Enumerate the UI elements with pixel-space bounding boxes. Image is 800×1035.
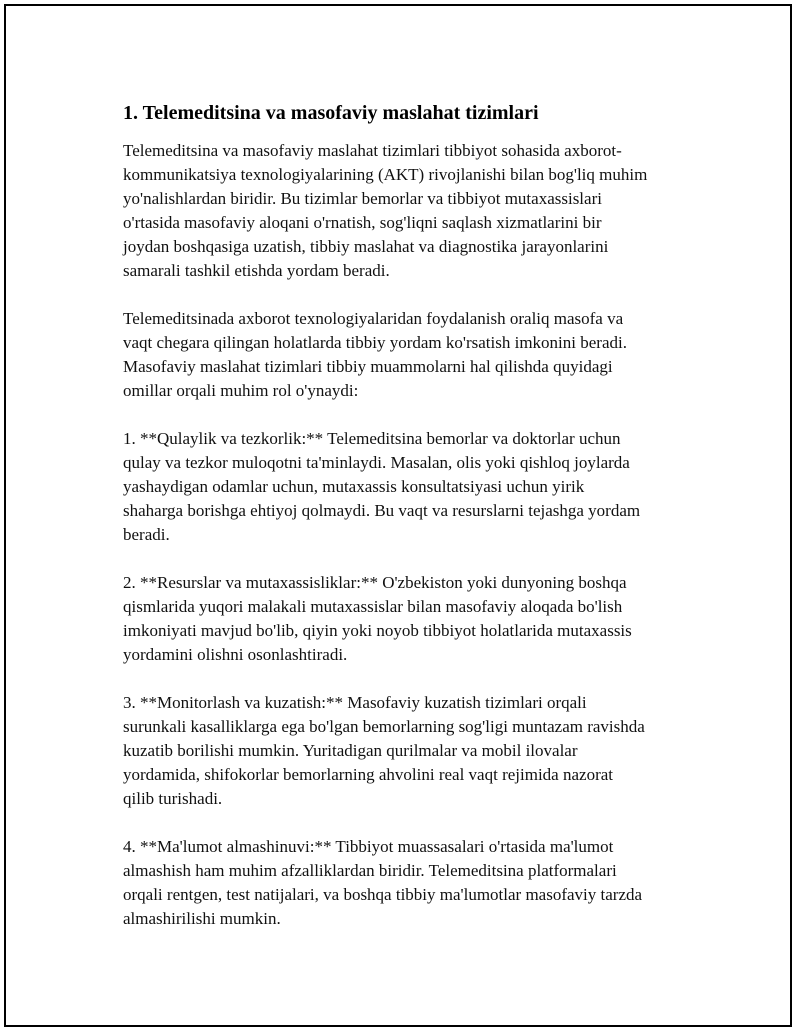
list-item-monitoring: 3. **Monitorlash va kuzatish:** Masofaviy kuzatish tizimlari orqali surunkali kasalliklarga ega bo'lgan bemorlarning sog'ligi muntazam ravishda kuzatib borilishi mumkin. Yuritadigan qurilmalar va mobil ilovalar yordamida, shifokorlar bemorlarning ahvolini real vaqt rejimida nazorat qilib turishadi.: [123, 693, 645, 808]
document-body: [123, 100, 703, 955]
list-item-resources: 2. **Resurslar va mutaxassisliklar:** O'zbekiston yoki dunyoning boshqa qismlarida yuqori malakali mutaxassislar bilan masofaviy aloqada bo'lish imkoniyati mavjud bo'lib, qiyin yoki noyob tibbiyot holatlarida mutaxassis yordamini olishni osonlashtiradi.: [123, 573, 632, 664]
context-paragraph: Telemeditsinada axborot texnologiyalaridan foydalanish oraliq masofa va vaqt chegara qilingan holatlarda tibbiy yordam ko'rsatish imkonini beradi. Masofaviy maslahat tizimlari tibbiy muammolarni hal qilishda quyidagi omillar orqali muhim rol o'ynaydi:: [123, 309, 627, 400]
list-item-data-exchange: 4. **Ma'lumot almashinuvi:** Tibbiyot muassasalari o'rtasida ma'lumot almashish ham muhim afzalliklardan biridir. Telemeditsina platformalari orqali rentgen, test natijalari, va boshqa tibbiy ma'lumotlar masofaviy tarzda almashirilishi mumkin.: [123, 837, 643, 928]
list-item-convenience: 1. **Qulaylik va tezkorlik:** Telemeditsina bemorlar va doktorlar uchun qulay va tezkor muloqotni ta'minlaydi. Masalan, olis yoki qishloq joylarda yashaydigan odamlar uchun, mutaxassis konsultatsiyasi uchun yirik shaharga borishga ehtiyoj qolmaydi. Bu vaqt va resurslarni tejashga yordam beradi.: [123, 429, 641, 544]
section-heading: 1. Telemeditsina va masofaviy maslahat tizimlari: [123, 102, 539, 124]
intro-paragraph: Telemeditsina va masofaviy maslahat tizimlari tibbiyot sohasida axborot- kommunikatsiya texnologiyalarining (AKT) rivojlanishi bilan bog'liq muhim yo'nalishlardan biridir. Bu tizimlar bemorlar va tibbiyot mutaxassislari o'rtasida masofaviy aloqani o'rnatish, sog'liqni saqlash xizmatlarini bir joydan boshqasiga uzatish, tibbiy maslahat va diagnostika jarayonlarini samarali tashkil etishda yordam beradi.: [123, 141, 648, 280]
page-frame: [4, 4, 792, 1027]
